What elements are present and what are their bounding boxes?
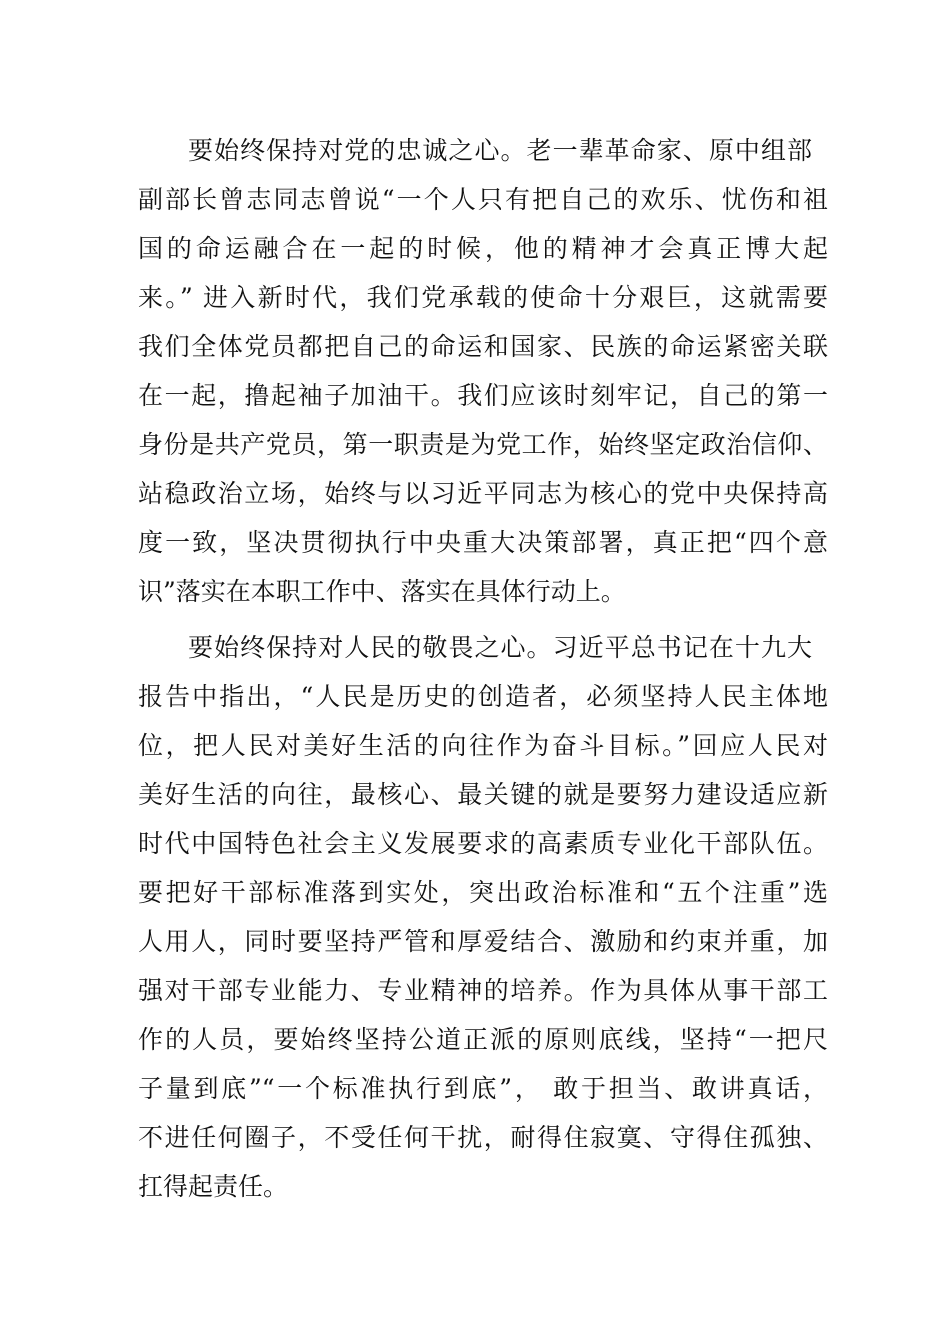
paragraph-2-line-10: 子量到底”“一个标准执行到底”， 敢于担当、敢讲真话， bbox=[138, 1074, 828, 1103]
paragraph-2-line-9: 作的人员，要始终坚持公道正派的原则底线，坚持“一把尺 bbox=[138, 1025, 828, 1054]
paragraph-2-line-6: 要把好干部标准落到实处，突出政治标准和“五个注重”选 bbox=[138, 878, 828, 907]
paragraph-1-line-1: 要始终保持对党的忠诚之心。老一辈革命家、原中组部 bbox=[188, 136, 812, 165]
paragraph-1-line-8: 站稳政治立场，始终与以习近平同志为核心的党中央保持高 bbox=[138, 479, 828, 508]
paragraph-2-line-2: 报告中指出，“人民是历史的创造者，必须坚持人民主体地 bbox=[138, 682, 828, 711]
paragraph-1-line-7: 身份是共产党员，第一职责是为党工作，始终坚定政治信仰、 bbox=[138, 430, 828, 459]
paragraph-2-line-11: 不进任何圈子，不受任何干扰，耐得住寂寞、守得住孤独、 bbox=[138, 1123, 828, 1152]
paragraph-1-line-2: 副部长曾志同志曾说“一个人只有把自己的欢乐、忧伤和祖 bbox=[138, 185, 828, 214]
paragraph-2-line-4: 美好生活的向往，最核心、最关键的就是要努力建设适应新 bbox=[138, 780, 828, 809]
paragraph-1-line-6: 在一起，撸起袖子加油干。我们应该时刻牢记，自己的第一 bbox=[138, 381, 828, 410]
paragraph-2-line-1: 要始终保持对人民的敬畏之心。习近平总书记在十九大 bbox=[188, 633, 812, 662]
paragraph-2-line-7: 人用人，同时要坚持严管和厚爱结合、激励和约束并重，加 bbox=[138, 927, 828, 956]
paragraph-1-line-10: 识”落实在本职工作中、落实在具体行动上。 bbox=[138, 577, 626, 606]
paragraph-1-line-5: 我们全体党员都把自己的命运和国家、民族的命运紧密关联 bbox=[138, 332, 828, 361]
paragraph-1-line-9: 度一致，坚决贯彻执行中央重大决策部署，真正把“四个意 bbox=[138, 528, 828, 557]
paragraph-1-line-4: 来。” 进入新时代，我们党承载的使命十分艰巨，这就需要 bbox=[138, 283, 828, 312]
paragraph-2-line-8: 强对干部专业能力、专业精神的培养。作为具体从事干部工 bbox=[138, 976, 828, 1005]
paragraph-1-line-3: 国的命运融合在一起的时候，他的精神才会真正博大起 bbox=[138, 234, 828, 263]
paragraph-2-line-5: 时代中国特色社会主义发展要求的高素质专业化干部队伍。 bbox=[138, 829, 828, 858]
paragraph-2-line-3: 位，把人民对美好生活的向往作为奋斗目标。”回应人民对 bbox=[138, 731, 828, 760]
paragraph-2-line-12: 扛得起责任。 bbox=[138, 1172, 289, 1201]
